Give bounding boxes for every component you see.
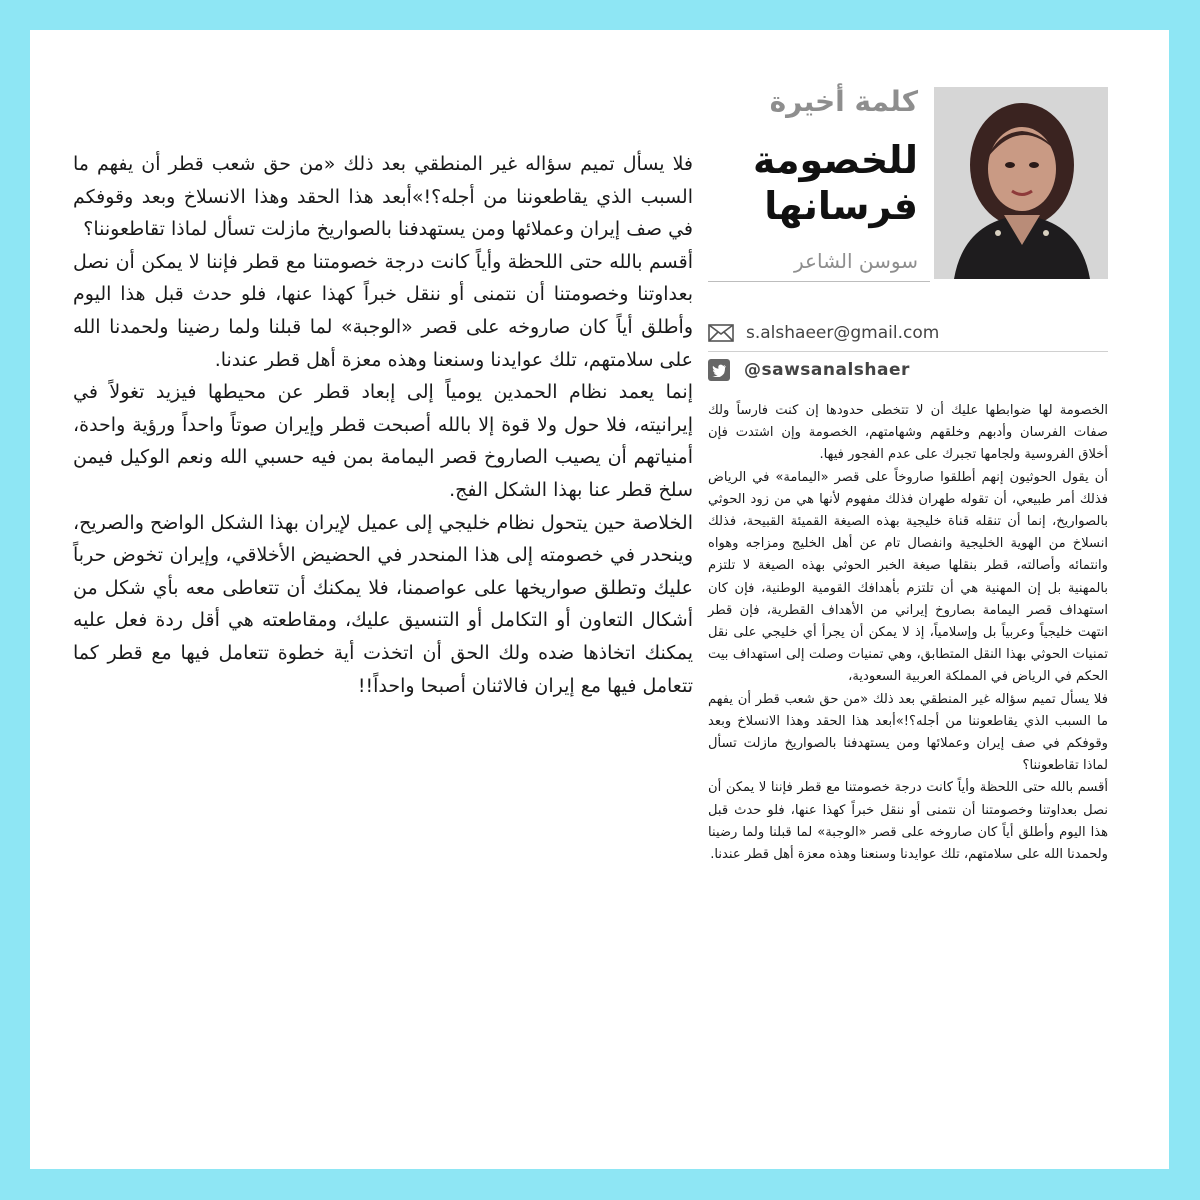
small-paragraph: الخصومة لها ضوابطها عليك أن لا تتخطى حدودها إن كنت فارساً ولك صفات الفرسان وأدبهم وخلقهم وشهامتهم، الخصومة وإن اشتدت فإن أخلاق الفروسية ولجامها تجبرك على عدم الفجور فيها. xyxy=(708,403,1108,463)
envelope-icon xyxy=(708,324,734,342)
email-row xyxy=(708,317,1108,349)
column-header xyxy=(708,85,1108,285)
column-body-small xyxy=(708,400,1108,866)
author-name: سوسن الشاعر xyxy=(794,249,918,273)
newspaper-page xyxy=(30,30,1169,1169)
large-paragraph: إنما يعمد نظام الحمدين يومياً إلى إبعاد قطر عن محيطها فيزيد تغولاً في إيرانيته، فلا حول ولا قوة إلا بالله أصبحت قطر وإيران صوتاً واحداً ورؤية واحدة، أمنياتهم أن يصيب الصاروخ قصر اليمامة بمن فيه حسبي الله ونعم الوكيل فيمن سلخ قطر عنا بهذا الشكل الفج. xyxy=(73,381,693,501)
small-paragraph: فلا يسأل تميم سؤاله غير المنطقي بعد ذلك «من حق شعب قطر أن يفهم ما السبب الذي يقاطعوننا من أجله؟!»أبعد هذا الحقد وهذا الانسلاخ وبعد وقوفكم في صف إيران وعملائها ومن يستهدفنا بالصواريخ مازلت تسأل لماذا تقاطعوننا؟ xyxy=(708,691,1108,774)
large-paragraph: الخلاصة حين يتحول نظام خليجي إلى عميل لإيران بهذا الشكل الواضح والصريح، وينحدر في خصومته إلى هذا المنحدر في الحضيض الأخلاقي، وإيران تخوض حرباً عليك وتطلق صواريخها على عواصمنا، فلا يمكنك أن تتعاطى معه بأي شكل من أشكال التعاون أو التكامل أو التنسيق عليك، ومقاطعته هي أقل ردة فعل عليه يمكنك اتخاذها ضده ولك الحق أن اتخذت أية خطوة تتعامل فيها مع قطر كما تتعامل فيها مع إيران فالاثنان أصبحا واحداً!! xyxy=(73,511,693,697)
large-paragraph: فلا يسأل تميم سؤاله غير المنطقي بعد ذلك «من حق شعب قطر أن يفهم ما السبب الذي يقاطعوننا من أجله؟!»أبعد هذا الحقد وهذا الانسلاخ وبعد وقوفكم في صف إيران وعملائها ومن يستهدفنا بالصواريخ مازلت تسأل لماذا تقاطعوننا؟ xyxy=(73,153,693,241)
small-paragraph: أن يقول الحوثيون إنهم أطلقوا صاروخاً على قصر «اليمامة» في الرياض فذلك أمر طبيعي، أن تقوله طهران فذلك مفهوم لأنها هي من زود الحوثي بالصواريخ، إنما أن تنقله قناة خليجية بهذه الصيغة القميئة القبيحة، فذلك انسلاخ من الهوية الخليجية وانفصال تام عن أهل الخليج ومزاجه وهواه وانتمائه وأصالته، قطر بنقلها صيغة الخبر الحوثي بهذه الصيغة لا تلتزم بالمهنية بل إن المهنية هي أن تلتزم بأهدافك القومية الوطنية، فإن كان استهداف قصر اليمامة بصاروخ إيراني من الأهداف القطرية، فإن قطر انتهت خليجياً وعربياً بل وإسلامياً، إذ لا يمكن أن يجرأ أي خليجي على نقل تمنيات الحوثي بهذا النقل المتطابق، وهي تمنيات وصلت إلى استهداف بيت الحكم في الرياض في المملكة العربية السعودية، xyxy=(708,469,1108,685)
author-photo xyxy=(934,87,1108,279)
author-contact xyxy=(708,317,1108,386)
small-paragraph: أقسم بالله حتى اللحظة وأياً كانت درجة خصومتنا مع قطر فإننا لا يمكن أن نصل بعداوتنا وخصومتنا أن نتمنى أو ننقل خبراً كهذا عنها، فلو حدث قبل هذا اليوم وأطلق أياً كان صاروخه على قصر «الوجبة» لما قبلنا ولما رضينا ولحمدنا الله على سلامتهم، تلك عوايدنا وسنعنا وهذه معزة أهل قطر عندنا. xyxy=(708,780,1108,863)
author-twitter-handle[interactable]: @sawsanalshaer xyxy=(744,360,910,380)
section-label: كلمة أخيرة xyxy=(769,85,918,118)
twitter-bird-icon xyxy=(708,359,730,381)
column-body-large xyxy=(73,148,693,702)
contact-divider xyxy=(708,351,1108,352)
twitter-row xyxy=(708,354,1108,386)
author-portrait-image xyxy=(934,87,1108,279)
column-headline: للخصومة فرسانها xyxy=(752,138,918,228)
byline-divider xyxy=(708,281,930,282)
large-paragraph: أقسم بالله حتى اللحظة وأياً كانت درجة خصومتنا مع قطر فإننا لا يمكن أن نصل بعداوتنا وخصومتنا أن نتمنى أو ننقل خبراً كهذا عنها، فلو حدث قبل هذا اليوم وأطلق أياً كان صاروخه على قصر «الوجبة» لما قبلنا ولما رضينا ولحمدنا الله على سلامتهم، تلك عوايدنا وسنعنا وهذه معزة أهل قطر عندنا. xyxy=(73,250,693,371)
author-email-link[interactable]: s.alshaeer@gmail.com xyxy=(746,323,940,343)
column-sidebar xyxy=(708,85,1108,863)
